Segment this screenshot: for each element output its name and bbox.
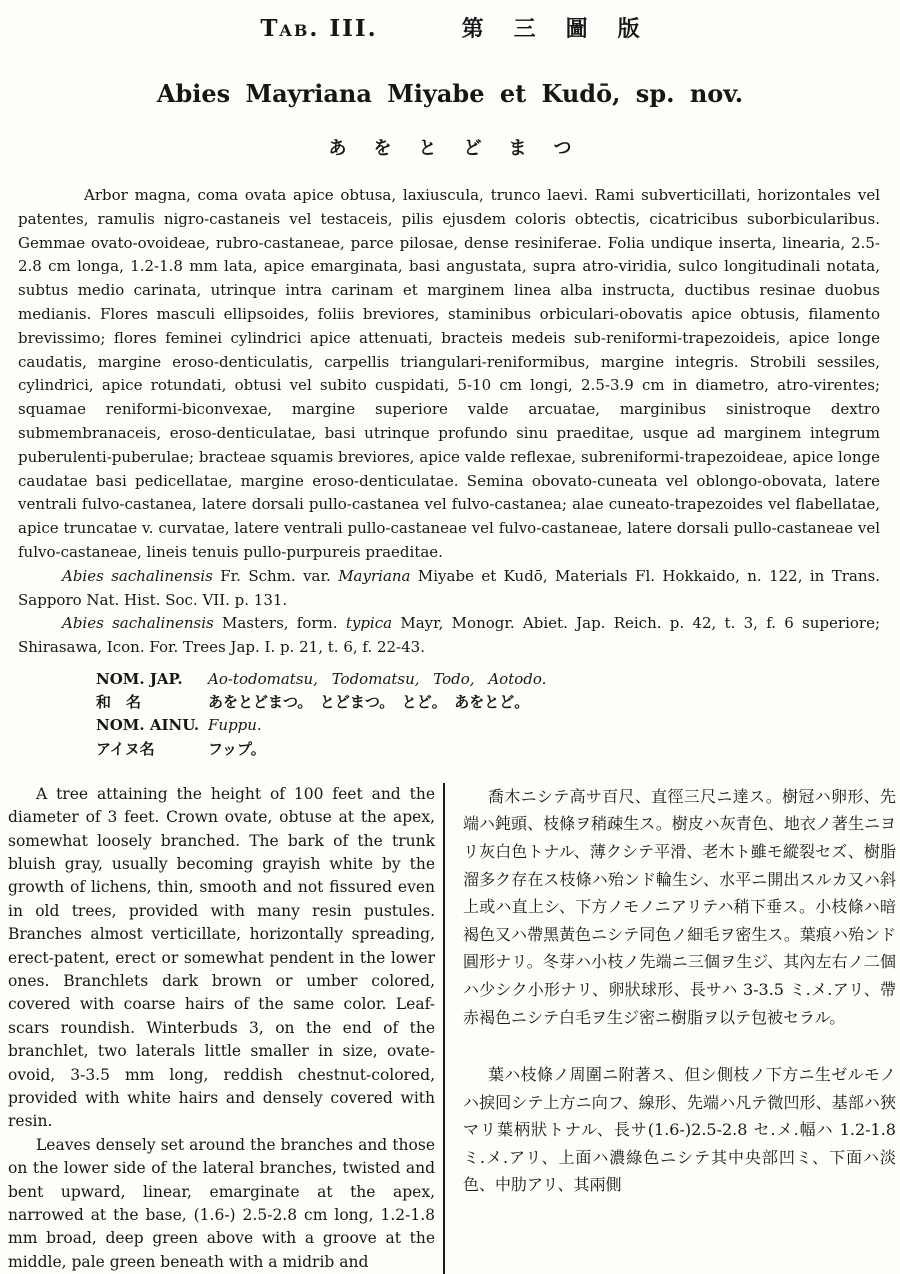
synonymy-reference-2 — [18, 612, 880, 660]
nomenclature-row-wamei — [96, 691, 900, 714]
form-name-italic: typica — [345, 614, 393, 633]
variety-name-italic: Mayriana — [338, 566, 411, 585]
plate-number-kanji: 第三圖版 — [461, 16, 670, 42]
wamei-value: あをとどまつ。 とどまつ。 とど。 あをとど。 — [208, 693, 530, 712]
nomenclature-row-jap — [96, 668, 900, 691]
synonymy-reference-1 — [18, 565, 880, 613]
nom-ainu-value: Fuppu. — [208, 716, 262, 735]
species-title: Abies Mayriana Miyabe et Kudō, sp. nov. — [156, 79, 744, 108]
japanese-paragraph-leaves: 葉ハ枝條ノ周圍ニ附著ス、但シ側枝ノ下方ニ生ゼルモノハ捩囘シテ上方ニ向フ、線形、先端ハ凡テ微凹形、基部ハ狹マリ葉柄狀トナル、長サ(1.6-)2.5-2.8 セ.メ.幅ハ 1.2-1.8 ミ.メ.アリ、上面ハ濃綠色ニシテ其中央部凹ミ、下面ハ淡色、中肋アリ、其兩側 — [463, 1065, 896, 1195]
english-paragraph-leaves: Leaves densely set around the branches and those on the lower side of the lateral branches, twisted and bent upward, linear, emarginate at the apex, narrowed at the base, (1.6-) 2.5-2.8 cm long, 1.2-1.8 mm broad, deep green above with a groove at the middle, pale green beneath with a midrib and — [8, 1135, 435, 1271]
nom-jap-label: NOM. JAP. — [96, 669, 183, 688]
japanese-vernacular-title: あをとどまつ — [328, 138, 599, 159]
species-name-italic: Abies sachalinensis — [62, 614, 214, 633]
japanese-paragraph-habit: 喬木ニシテ高サ百尺、直徑三尺ニ達ス。樹冠ハ卵形、先端ハ鈍頭、枝條ヲ稍疎生ス。樹皮ハ灰青色、地衣ノ著生ニヨリ灰白色トナル、薄クシテ平滑、老木ト雖モ縱裂セズ、樹脂溜多ク存在ス枝條ハ殆ンド輪生シ、水平ニ開出スルカ又ハ斜上或ハ直上シ、下方ノモノニアリテハ稍下垂ス。小枝條ハ暗褐色又ハ帶黑黃色ニシテ同色ノ細毛ヲ密生ス。葉痕ハ殆ンド圓形ナリ。冬芽ハ小枝ノ先端ニ三個ヲ生ジ、其內左右ノ二個ハ少シク小形ナリ、卵狀球形、長サハ 3-3.5 ミ.メ.アリ、帶赤褐色ニシテ白毛ヲ生ジ密ニ樹脂ヲ以テ包被セラル。 — [463, 786, 896, 1027]
english-paragraph-habit: A tree attaining the height of 100 feet and the diameter of 3 feet. Crown ovate, obtuse at the apex, somewhat loosely branched. The bark of the trunk bluish gray, usually becoming grayish white by the growth of lichens, thin, smooth and not fissured even in old trees, provided with many resin pustules. Branches almost verticillate, horizontally spreading, erect-patent, erect or somewhat pendent in the lower ones. Branchlets dark brown or umber colored, covered with coarse hairs of the same color. Leaf-scars roundish. Winterbuds 3, on the end of the branchlet, two laterals little smaller in size, ovate-ovoid, 3-3.5 mm long, reddish chestnut-colored, provided with white hairs and densely covered with resin. — [8, 784, 435, 1131]
plate-header — [0, 0, 900, 43]
reference-text: Mayr, Monogr. Abiet. Jap. Reich. p. 42, t. 3, f. 6 superiore; Shirasawa, Icon. For. Trees Jap. I. p. 21, t. 6, f. 22-43. — [18, 614, 880, 657]
english-description-column — [0, 783, 435, 1274]
latin-diagnosis-paragraph: Arbor magna, coma ovata apice obtusa, laxiuscula, trunco laevi. Rami subverticillati, horizontales vel patentes, ramulis nigro-castaneis vel testaceis, pilis ejusdem coloris obtectis, cicatricibus suborbicularibus. Gemmae ovato-ovoideae, rubro-castaneae, parce pilosae, dense resiniferae. Folia undique inserta, linearia, 2.5-2.8 cm longa, 1.2-1.8 mm lata, apice emarginata, basi angustata, supra atro-viridia, sulco longitudinali notata, subtus medio carinata, utrinque intra carinam et marginem linea alba instructa, ductibus resinae duobus medianis. Flores masculi ellipsoides, foliis breviores, staminibus orbiculari-obovatis apice obtusis, filamento brevissimo; flores feminei cylindrici apice attenuati, bracteis medeis sub-reniformi-trapezoideis, apice longe caudatis, margine eroso-denticulatis, carpellis triangulari-reniformibus, margine integris. Strobili sessiles, cylindrici, apice rotundati, obtusi vel subito cuspidati, 5-10 cm longi, 2.5-3.9 cm in diametro, atro-virentes; squamae reniformi-biconvexae, margine superiore valde arcuatae, marginibus sinistroque dextro submembranaceis, eroso-denticulatae, basi utrinque profundo sinu praeditae, usque ad marginem integrum puberulenti-puberulae; bracteae squamis breviores, apice valde reflexae, subreniformi-trapezoideae, apice longe caudatae basi pedicellatae, margine eroso-denticulatae. Semina obovato-cuneata vel oblongo-obovata, latere ventrali fulvo-castanea, latere dorsali pullo-castanea vel fulvo-castanea; alae cuneato-trapezoides vel flabellatae, apice truncatae v. curvatae, latere ventrali pullo-castaneae vel fulvo-castaneae, latere dorsali pullo-castaneae vel fulvo-castaneae, lineis tenuis pullo-purpureis praeditae. — [18, 186, 880, 561]
nomenclature-row-ainu-kana — [96, 738, 900, 761]
reference-text: Masters, form. — [213, 614, 346, 633]
plate-number-latin: Tab. III. — [260, 15, 378, 42]
reference-text: Fr. Schm. var. — [212, 566, 339, 585]
wamei-label: 和 名 — [96, 693, 142, 712]
two-column-description — [0, 783, 900, 1274]
reference-text: Miyabe et Kudō, Materials Fl. Hokkaido, n. 122, in Trans. Sapporo Nat. Hist. Soc. VII. p. 131. — [18, 566, 880, 609]
nomenclature-table — [96, 668, 900, 761]
nomenclature-row-ainu — [96, 714, 900, 737]
ainu-kana-label: アイヌ名 — [96, 739, 155, 758]
japanese-description-column — [443, 783, 900, 1274]
nom-jap-value: Ao-todomatsu, Todomatsu, Todo, Aotodo. — [208, 669, 547, 688]
ainu-kana-value: フップ。 — [208, 739, 266, 758]
species-name-italic: Abies sachalinensis — [62, 566, 213, 585]
nom-ainu-label: NOM. AINU. — [96, 716, 200, 735]
